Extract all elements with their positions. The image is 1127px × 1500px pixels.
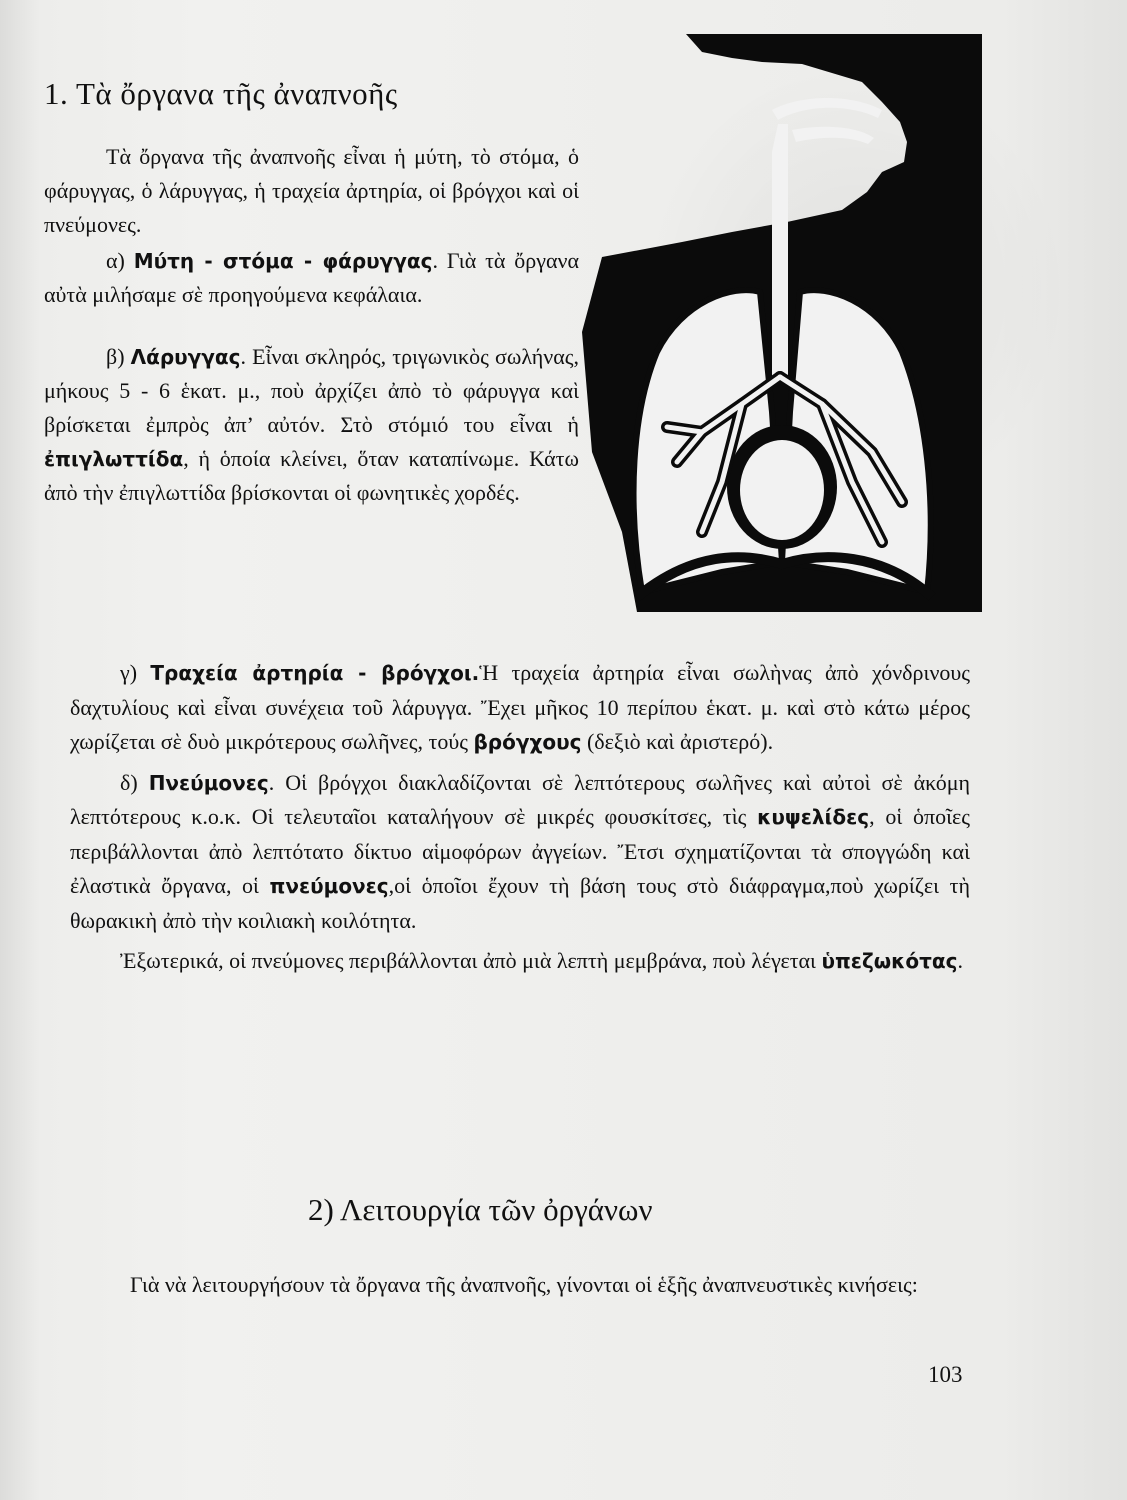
section-2-paragraph: Γιὰ νὰ λειτουργήσουν τὰ ὄργανα τῆς ἀναπνοῆς, γίνονται οἱ ἑξῆς ἀναπνευστικὲς κινήσεις: — [130, 1272, 918, 1297]
page-number: 103 — [928, 1362, 963, 1387]
term-pleura: ὑπεζωκότας — [821, 949, 958, 973]
item-a-text: . Γιὰ τὰ ὄργανα αὐτὰ μιλήσαμε σὲ προηγούμενα κεφάλαια. — [44, 248, 579, 307]
term-bronchi: βρόγχους — [473, 730, 582, 754]
paragraph-c — [70, 656, 970, 760]
item-a-prefix: α) — [106, 248, 134, 273]
item-b-prefix: β) — [106, 344, 131, 369]
item-e-text-2: . — [957, 948, 963, 973]
item-c-text-2: (δεξιὸ καὶ ἀριστερό). — [581, 729, 774, 754]
item-d-text-1: . Οἱ βρόγχοι διακλαδίζονται σὲ λεπτότερους σωλῆνες καὶ αὐτοὶ σὲ ἀκόμη λεπτότερους κ.ο.κ. Οἱ τελευταῖοι καταλήγουν σὲ μικρές φουσκίτσες, τὶς — [70, 769, 970, 829]
item-c-prefix: γ) — [120, 660, 151, 685]
term-lungs-2: πνεύμονες — [269, 874, 389, 898]
item-d-prefix: δ) — [120, 769, 149, 795]
section-2-title: 2) Λειτουργία τῶν ὀργάνων — [308, 1192, 653, 1227]
term-nose-mouth-pharynx: Μύτη - στόμα - φάρυγγας — [133, 249, 433, 273]
paragraph-d — [70, 766, 970, 939]
lower-text-block — [70, 656, 970, 979]
paragraph-b — [44, 340, 579, 510]
item-c-text-1: Ἡ τραχεία ἀρτηρία εἶναι σωλὴνας ἀπὸ χόνδρινους δαχτυλίους καὶ εἶναι συνέχεια τοῦ λάρυγγα. Ἔχει μῆκος 10 περίπου ἑκατ. μ. καὶ στὸ κάτω μέρος χωρίζεται σὲ δυὸ μικρότερους σωλῆνες, τούς — [70, 660, 971, 754]
section-2-text — [80, 1268, 970, 1303]
item-e-text-1: Ἐξωτερικά, οἱ πνεύμονες περιβάλλονται ἀπὸ μιὰ λεπτὴ μεμβράνα, ποὺ λέγεται — [120, 948, 822, 973]
pharynx-trachea — [772, 124, 788, 382]
item-b-text-1: . Εἶναι σκληρός, τριγωνικὸς σωλήνας, μήκους 5 - 6 ἑκατ. μ., ποὺ ἀρχίζει ἀπὸ τὸ φάρυγγα καὶ βρίσκεται ἐμπρὸς ἀπ’ αὐτόν. Στὸ στόμιό του εἶναι ἡ — [44, 344, 579, 437]
term-trachea-bronchi: Τραχεία ἀρτηρία - βρόγχοι. — [150, 661, 480, 685]
respiratory-system-illustration — [582, 32, 982, 612]
item-d-text-3: ,οἱ ὁποῖοι ἔχουν τὴ βάση τους στὸ διάφραγμα,ποὺ χωρίζει τὴ θωρακικὴ ἀπὸ τὴν κοιλιακὴ κοιλότητα. — [70, 873, 970, 933]
nasal-cavity — [772, 98, 882, 120]
term-epiglottis: ἐπιγλωττίδα — [44, 447, 184, 471]
intro-text-column — [44, 140, 579, 510]
term-lungs: Πνεύμονες — [148, 770, 269, 795]
term-alveoli: κυψελίδες — [757, 805, 870, 829]
mouth-cavity — [792, 127, 874, 144]
item-d-text-2: , οἱ ὁποῖες περιβάλλονται ἀπὸ λεπτότατο δίκτυο αἱμοφόρων ἀγγείων. Ἔτσι σχηματίζονται τὰ σπογγώδη καὶ ἐλαστικὰ ὄργανα, οἱ — [70, 804, 970, 898]
item-b-text-2: , ἡ ὁποία κλείνει, ὅταν καταπίνωμε. Κάτω ἀπὸ τὴν ἐπιγλωττίδα βρίσκονται οἱ φωνητικὲς χορδές. — [44, 446, 579, 505]
paragraph-e — [70, 944, 970, 979]
intro-paragraph: Τὰ ὄργανα τῆς ἀναπνοῆς εἶναι ἡ μύτη, τὸ στόμα, ὁ φάρυγγας, ὁ λάρυγγας, ἡ τραχεία ἀρτηρία, οἱ βρόγχοι καὶ οἱ πνεύμονες. — [44, 144, 579, 237]
section-1-title: 1. Τὰ ὄργανα τῆς ἀναπνοῆς — [44, 76, 398, 111]
term-larynx: Λάρυγγας — [130, 345, 241, 369]
paragraph-a — [44, 244, 579, 312]
heart-highlight — [740, 440, 824, 540]
